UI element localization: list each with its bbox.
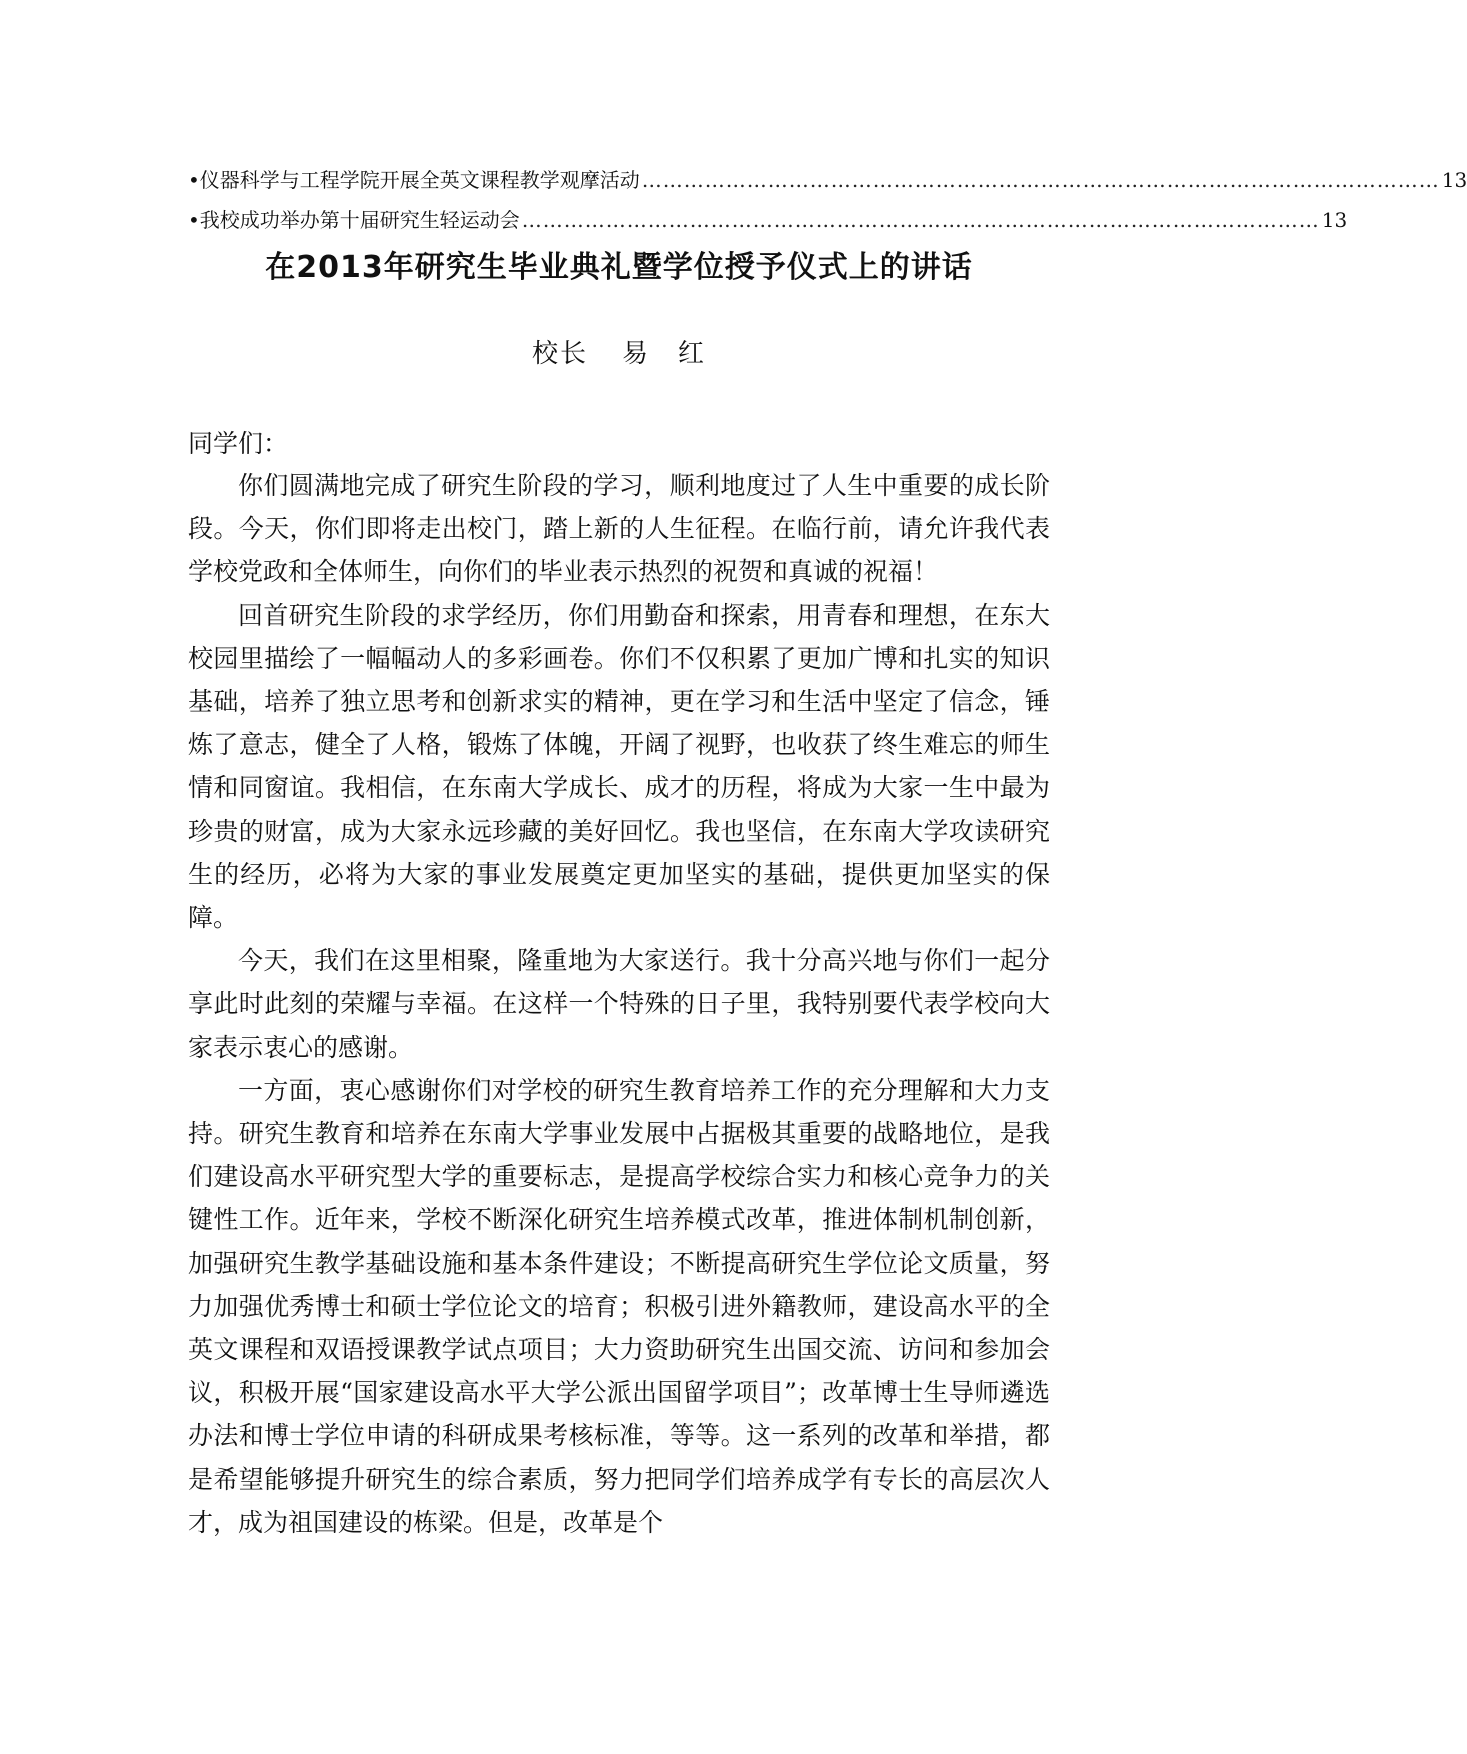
toc-entry[interactable] (188, 160, 1467, 200)
body-paragraph: 你们圆满地完成了研究生阶段的学习，顺利地度过了人生中重要的成长阶段。今天，你们即将走出校门，踏上新的人生征程。在临行前，请允许我代表学校党政和全体师生，向你们的毕业表示热烈的祝贺和真诚的祝福！ (188, 471, 1050, 587)
article-title: 在2013年研究生毕业典礼暨学位授予仪式上的讲话 (265, 250, 973, 285)
document-page (188, 160, 1467, 1544)
toc-entry-title: •仪器科学与工程学院开展全英文课程教学观摩活动 (188, 168, 640, 192)
toc-entry-page: 13 (1321, 208, 1348, 232)
toc-entry-title: •我校成功举办第十届研究生轻运动会 (188, 208, 520, 232)
toc-entry-page: 13 (1441, 168, 1467, 192)
body-paragraph: 今天，我们在这里相聚，隆重地为大家送行。我十分高兴地与你们一起分享此时此刻的荣耀与幸福。在这样一个特殊的日子里，我特别要代表学校向大家表示衷心的感谢。 (188, 946, 1050, 1062)
author-role: 校长 (531, 339, 588, 369)
body-paragraph: 一方面，衷心感谢你们对学校的研究生教育培养工作的充分理解和大力支持。研究生教育和培养在东南大学事业发展中占据极其重要的战略地位，是我们建设高水平研究型大学的重要标志，是提高学校综合实力和核心竞争力的关键性工作。近年来，学校不断深化研究生培养模式改革，推进体制机制创新，加强研究生教学基础设施和基本条件建设；不断提高研究生学位论文质量，努力加强优秀博士和硕士学位论文的培育；积极引进外籍教师，建设高水平的全英文课程和双语授课教学试点项目；大力资助研究生出国交流、访问和参加会议，积极开展“国家建设高水平大学公派出国留学项目”；改革博士生导师遴选办法和博士学位申请的科研成果考核标准，等等。这一系列的改革和举措，都是希望能够提升研究生的综合素质，努力把同学们培养成学有专长的高层次人才，成为祖国建设的栋梁。但是，改革是个 (188, 1075, 1050, 1537)
toc-leader-dots: …………………………………………………………………………………………………… (641, 168, 1440, 192)
salutation: 同学们： (188, 429, 289, 458)
toc-entry[interactable] (188, 200, 1348, 240)
toc-leader-dots: …………………………………………………………………………………………………… (521, 208, 1320, 232)
article-author (188, 334, 1050, 374)
table-of-contents (188, 160, 1467, 240)
body-paragraph: 回首研究生阶段的求学经历，你们用勤奋和探索，用青春和理想，在东大校园里描绘了一幅幅动人的多彩画卷。你们不仅积累了更加广博和扎实的知识基础，培养了独立思考和创新求实的精神，更在学习和生活中坚定了信念，锤炼了意志，健全了人格，锻炼了体魄，开阔了视野，也收获了终生难忘的师生情和同窗谊。我相信，在东南大学成长、成才的历程，将成为大家一生中最为珍贵的财富，成为大家永远珍藏的美好回忆。我也坚信，在东南大学攻读研究生的经历，必将为大家的事业发展奠定更加坚实的基础，提供更加坚实的保障。 (188, 600, 1050, 933)
author-name: 易 红 (622, 339, 707, 369)
